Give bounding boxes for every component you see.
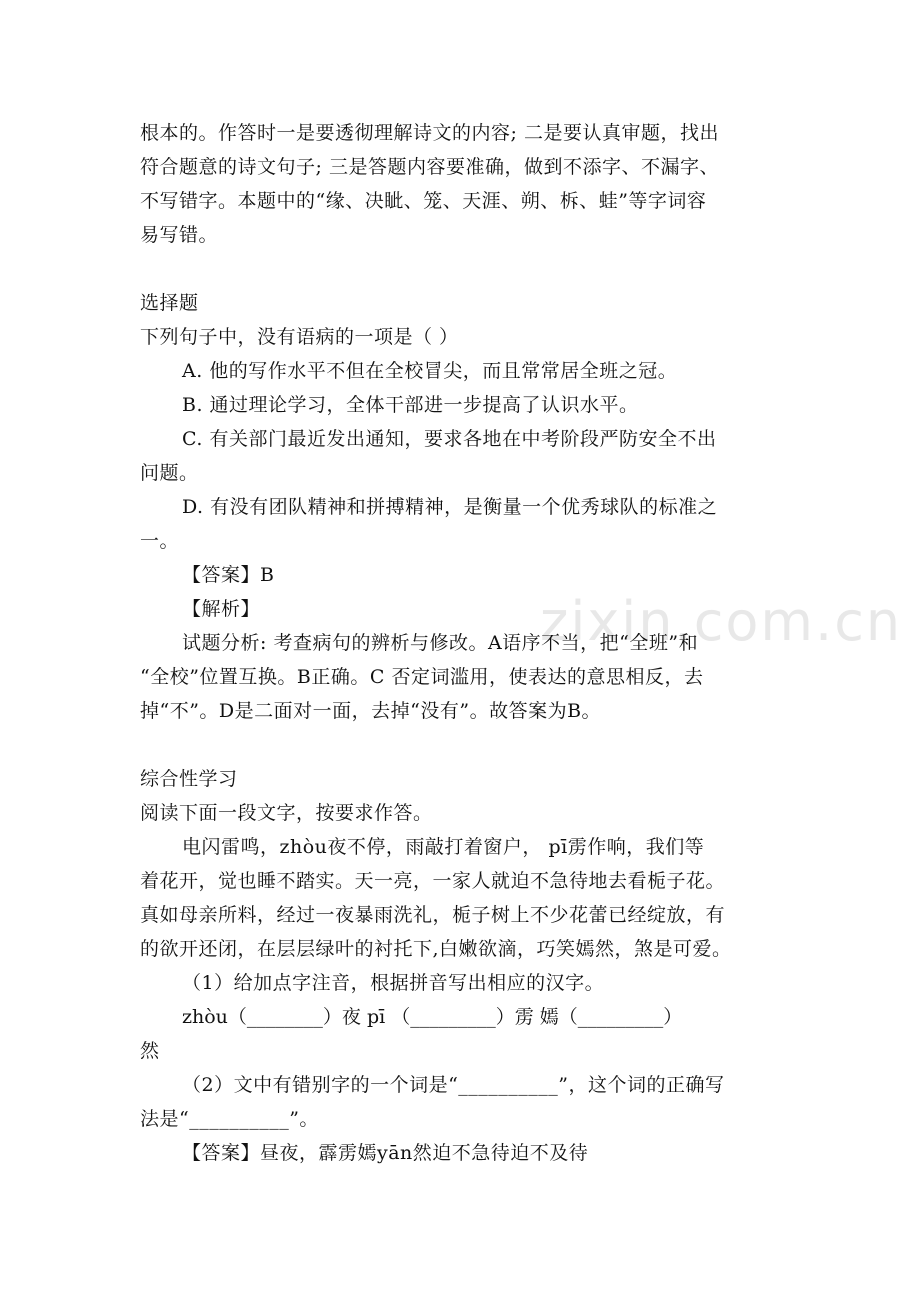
sub-question-2: （2）文中有错别字的一个词是“__________”，这个词的正确写	[182, 1074, 725, 1096]
sub-question-1: （1）给加点字注音，根据拼音写出相应的汉字。	[182, 972, 605, 994]
passage-line: 电闪雷鸣，zhòu夜不停，雨敲打着窗户， pī雳作响，我们等	[182, 836, 705, 858]
watermark: zixin.com.cn	[540, 590, 903, 653]
passage-line: 着花开，觉也睡不踏实。天一亮，一家人就迫不急待地去看栀子花。	[140, 870, 726, 892]
analysis-text: “全校”位置互换。B正确。C 否定词滥用，使表达的意思相反，去	[140, 666, 704, 688]
text-line: 符合题意的诗文句子; 三是答题内容要准确，做到不添字、不漏字、	[140, 156, 719, 178]
question-type-heading: 综合性学习	[140, 768, 238, 790]
analysis-text: 试题分析: 考查病句的辨析与修改。A语序不当，把“全班”和	[182, 632, 699, 654]
question-comprehensive	[140, 762, 790, 1170]
question-choice	[140, 286, 790, 728]
option-d: D. 有没有团队精神和拼搏精神，是衡量一个优秀球队的标准之	[182, 496, 718, 518]
passage-line: 的欲开还闭，在层层绿叶的衬托下,白嫩欲滴，巧笑嫣然，煞是可爱。	[140, 938, 732, 960]
spacer	[140, 252, 790, 286]
answer-label: 【答案】昼夜，霹雳嫣yān然迫不急待迫不及待	[182, 1142, 589, 1164]
option-b: B. 通过理论学习，全体干部进一步提高了认识水平。	[182, 394, 639, 416]
question-stem: 下列句子中，没有语病的一项是（ ）	[140, 326, 459, 348]
question-stem: 阅读下面一段文字，按要求作答。	[140, 802, 433, 824]
intro-paragraph	[140, 116, 790, 252]
text-line: 不写错字。本题中的“缘、决眦、笼、天涯、朔、柝、蛙”等字词容	[140, 190, 707, 212]
text-line: 易写错。	[140, 224, 219, 246]
document-page	[140, 116, 790, 1170]
text-line: 根本的。作答时一是要透彻理解诗文的内容; 二是要认真审题，找出	[140, 122, 719, 144]
option-c: C. 有关部门最近发出通知，要求各地在中考阶段严防安全不出	[182, 428, 717, 450]
option-d-continued: 一。	[140, 530, 180, 552]
passage-line: 真如母亲所料，经过一夜暴雨洗礼，栀子树上不少花蕾已经绽放，有	[140, 904, 726, 926]
fill-in-blanks: zhòu（________）夜 pī （_________）雳 嫣（_________）	[182, 1006, 683, 1028]
spacer	[140, 728, 790, 762]
analysis-text: 掉“不”。D是二面对一面，去掉“没有”。故答案为B。	[140, 700, 602, 722]
answer-label: 【答案】B	[182, 564, 275, 586]
question-type-heading: 选择题	[140, 292, 199, 314]
fill-in-blanks-continued: 然	[140, 1040, 160, 1062]
analysis-label: 【解析】	[182, 598, 261, 620]
option-c-continued: 问题。	[140, 462, 199, 484]
option-a: A. 他的写作水平不但在全校冒尖，而且常常居全班之冠。	[182, 360, 678, 382]
sub-question-2-continued: 法是“__________”。	[140, 1108, 319, 1130]
